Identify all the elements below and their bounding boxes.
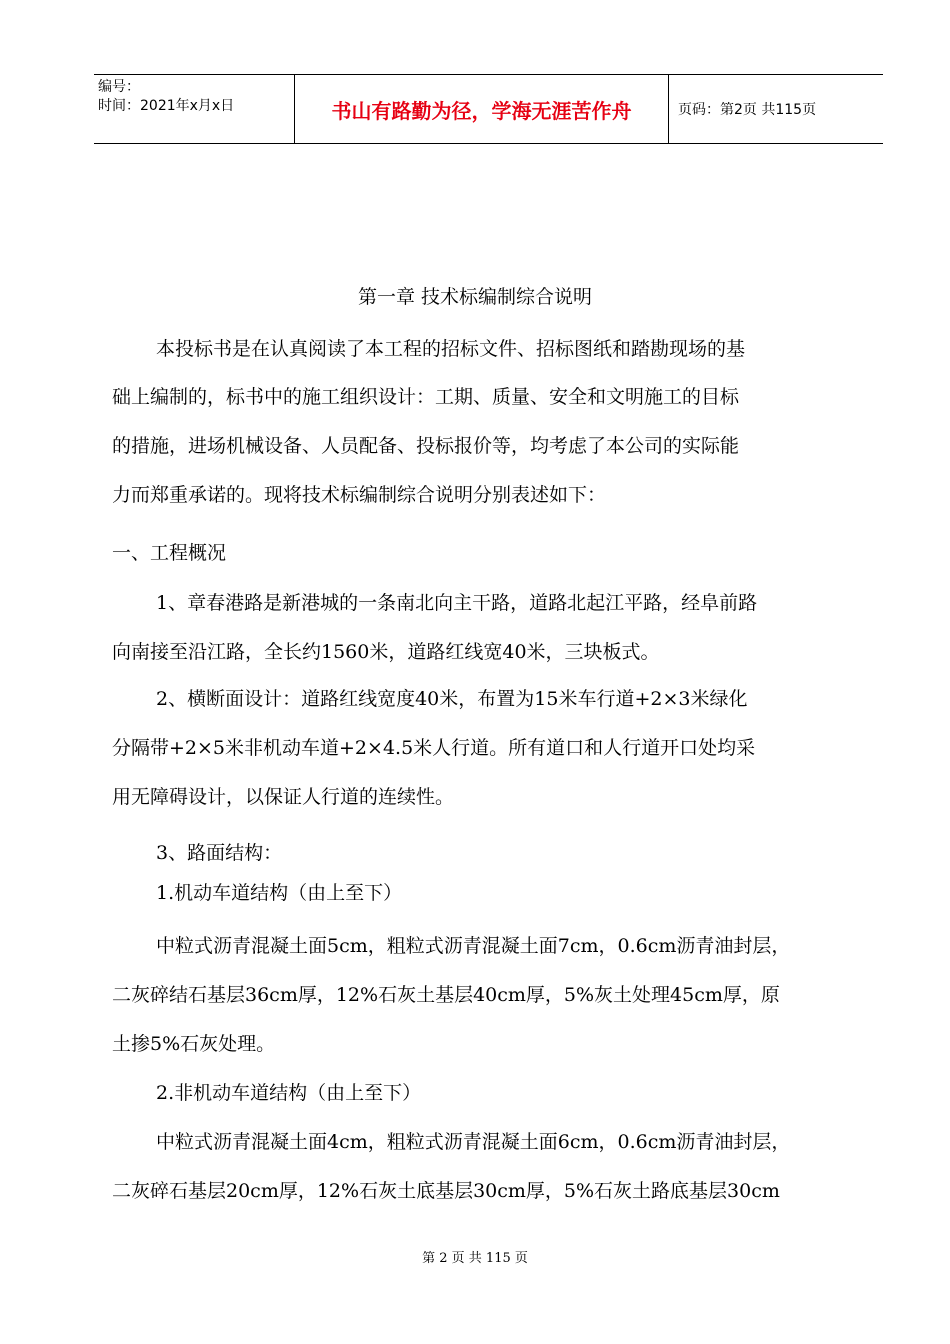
paragraph-line: 土掺5%石灰处理。 xyxy=(112,1033,276,1055)
paragraph-line: 1.机动车道结构（由上至下） xyxy=(156,882,403,904)
number-label: 编号： xyxy=(98,79,140,95)
paragraph-line: 本投标书是在认真阅读了本工程的招标文件、招标图纸和踏勘现场的基 xyxy=(156,338,746,360)
header-meta xyxy=(94,75,294,143)
paragraph-line: 力而郑重承诺的。现将技术标编制综合说明分别表述如下： xyxy=(112,484,607,506)
paragraph-line: 用无障碍设计，以保证人行道的连续性。 xyxy=(112,786,455,808)
page-footer: 第 2 页 共 115 页 xyxy=(422,1251,528,1266)
paragraph-line: 分隔带+2×5米非机动车道+2×4.5米人行道。所有道口和人行道开口处均采 xyxy=(112,737,756,759)
paragraph-line: 向南接至沿江路，全长约1560米，道路红线宽40米，三块板式。 xyxy=(112,641,660,663)
paragraph-line: 础上编制的，标书中的施工组织设计：工期、质量、安全和文明施工的目标 xyxy=(112,386,740,408)
paragraph-line: 中粒式沥青混凝土面5cm，粗粒式沥青混凝土面7cm，0.6cm沥青油封层， xyxy=(156,935,791,957)
paragraph-line: 的措施，进场机械设备、人员配备、投标报价等，均考虑了本公司的实际能 xyxy=(112,435,740,457)
page-header xyxy=(94,74,883,144)
paragraph-line: 1、章春港路是新港城的一条南北向主干路，道路北起江平路，经阜前路 xyxy=(156,592,758,614)
paragraph-line: 3、路面结构： xyxy=(156,842,283,864)
header-page-info: 页码：第2页 共115页 xyxy=(678,102,817,118)
section-heading: 一、工程概况 xyxy=(112,542,227,564)
paragraph-line: 2、横断面设计：道路红线宽度40米，布置为15米车行道+2×3米绿化 xyxy=(156,688,748,710)
chapter-title: 第一章 技术标编制综合说明 xyxy=(357,286,593,308)
paragraph-line: 2.非机动车道结构（由上至下） xyxy=(156,1082,422,1104)
paragraph-line: 二灰碎石基层20cm厚，12%石灰土底基层30cm厚，5%石灰土路底基层30cm xyxy=(112,1180,780,1202)
paragraph-line: 中粒式沥青混凝土面4cm，粗粒式沥青混凝土面6cm，0.6cm沥青油封层， xyxy=(156,1131,791,1153)
date-label: 时间：2021年x月x日 xyxy=(98,98,235,114)
paragraph-line: 二灰碎结石基层36cm厚，12%石灰土基层40cm厚，5%灰土处理45cm厚，原 xyxy=(112,984,780,1006)
header-divider xyxy=(668,75,669,143)
header-motto: 书山有路勤为径，学海无涯苦作舟 xyxy=(331,98,632,123)
